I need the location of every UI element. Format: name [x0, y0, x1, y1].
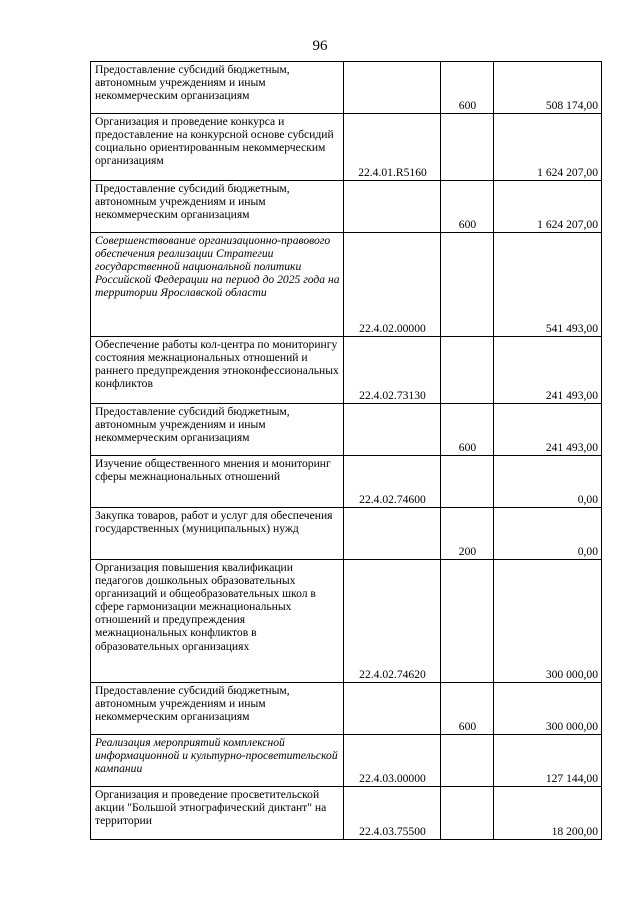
row-amount-cell: 18 200,00 — [494, 787, 602, 840]
row-name-cell: Предоставление субсидий бюджетным, автономным учреждениям и иным некоммерческим организациям — [91, 181, 344, 233]
row-type-cell: 600 — [441, 683, 494, 735]
row-name-cell: Обеспечение работы кол-центра по мониторингу состояния межнациональных отношений и раннего предупреждения этноконфессиональных конфликтов — [91, 337, 344, 404]
row-code-cell: 22.4.02.74620 — [344, 560, 441, 683]
page-number: 96 — [312, 38, 328, 54]
row-code-cell: 22.4.02.00000 — [344, 233, 441, 337]
table-row — [91, 456, 602, 508]
table-row — [91, 508, 602, 560]
row-name-cell: Изучение общественного мнения и мониторинг сферы межнациональных отношений — [91, 456, 344, 508]
row-type-cell: 600 — [441, 62, 494, 114]
row-amount-cell: 508 174,00 — [494, 62, 602, 114]
table-row — [91, 735, 602, 787]
table-row — [91, 62, 602, 114]
row-name-cell: Закупка товаров, работ и услуг для обеспечения государственных (муниципальных) нужд — [91, 508, 344, 560]
row-code-cell — [344, 181, 441, 233]
row-amount-cell: 127 144,00 — [494, 735, 602, 787]
row-code-cell: 22.4.03.75500 — [344, 787, 441, 840]
row-name-cell: Организация и проведение просветительской акции "Большой этнографический диктант" на территории — [91, 787, 344, 840]
table-row — [91, 181, 602, 233]
row-type-cell — [441, 337, 494, 404]
row-name-cell: Реализация мероприятий комплексной информационной и культурно-просветительской кампании — [91, 735, 344, 787]
row-amount-cell: 300 000,00 — [494, 560, 602, 683]
row-name-cell: Организация и проведение конкурса и предоставление на конкурсной основе субсидий социально ориентированным некоммерческим организациям — [91, 114, 344, 181]
row-amount-cell: 1 624 207,00 — [494, 114, 602, 181]
row-name-cell: Предоставление субсидий бюджетным, автономным учреждениям и иным некоммерческим организациям — [91, 683, 344, 735]
row-type-cell — [441, 456, 494, 508]
row-name-cell: Совершенствование организационно-правового обеспечения реализации Стратегии государственной национальной политики Российской Федерации на период до 2025 года на территории Ярославской области — [91, 233, 344, 337]
row-amount-cell: 1 624 207,00 — [494, 181, 602, 233]
table-row — [91, 337, 602, 404]
row-code-cell: 22.4.03.00000 — [344, 735, 441, 787]
row-type-cell — [441, 560, 494, 683]
row-amount-cell: 0,00 — [494, 456, 602, 508]
row-code-cell — [344, 404, 441, 456]
row-name-cell: Организация повышения квалификации педагогов дошкольных образовательных организаций и общеобразовательных школ в сфере гармонизации межнациональных отношений и предупреждения межнациональных конфликтов в образовательных организациях — [91, 560, 344, 683]
row-type-cell — [441, 787, 494, 840]
budget-table — [90, 61, 602, 840]
row-type-cell: 200 — [441, 508, 494, 560]
row-type-cell — [441, 735, 494, 787]
row-code-cell: 22.4.01.R5160 — [344, 114, 441, 181]
row-code-cell — [344, 683, 441, 735]
row-amount-cell: 0,00 — [494, 508, 602, 560]
row-amount-cell: 241 493,00 — [494, 337, 602, 404]
row-amount-cell: 541 493,00 — [494, 233, 602, 337]
row-amount-cell: 241 493,00 — [494, 404, 602, 456]
row-type-cell: 600 — [441, 404, 494, 456]
table-row — [91, 787, 602, 840]
row-code-cell — [344, 62, 441, 114]
row-name-cell: Предоставление субсидий бюджетным, автономным учреждениям и иным некоммерческим организациям — [91, 404, 344, 456]
row-type-cell: 600 — [441, 181, 494, 233]
table-row — [91, 233, 602, 337]
row-type-cell — [441, 114, 494, 181]
table-row — [91, 114, 602, 181]
budget-table-body — [91, 62, 602, 840]
row-type-cell — [441, 233, 494, 337]
row-code-cell: 22.4.02.74600 — [344, 456, 441, 508]
row-amount-cell: 300 000,00 — [494, 683, 602, 735]
row-code-cell: 22.4.02.73130 — [344, 337, 441, 404]
row-name-cell: Предоставление субсидий бюджетным, автономным учреждениям и иным некоммерческим организациям — [91, 62, 344, 114]
table-row — [91, 560, 602, 683]
table-row — [91, 683, 602, 735]
table-row — [91, 404, 602, 456]
row-code-cell — [344, 508, 441, 560]
